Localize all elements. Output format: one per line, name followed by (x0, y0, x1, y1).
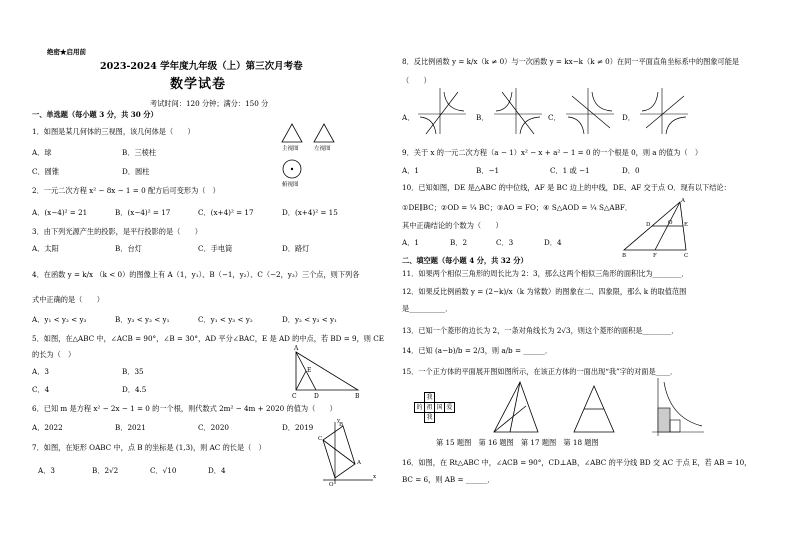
q13-stem: 13．已知一个菱形的边长为 2，一条对角线长为 2√3，则这个菱形的面积是________． (402, 326, 679, 335)
svg-text:B: B (339, 422, 344, 428)
cube-face: 的 (414, 402, 425, 413)
svg-text:D: D (646, 222, 651, 228)
q10-option-c: C．3 (496, 238, 514, 247)
q5-option-b: B．35 (122, 367, 144, 376)
q1-option-a: A．球 (32, 148, 52, 157)
q10-stem: 10．已知如图，DE 是△ABC 的中位线，AF 是 BC 边上的中线，DE、AF 交于点 O．现有以下结论： (402, 183, 731, 192)
q10-triangle-figure (622, 198, 689, 259)
q2-option-a: A．(x−4)² = 21 (32, 208, 88, 217)
q9-stem: 9．关于 x 的一元二次方程（a − 1）x² − x + a² − 1 = 0 的一个根是 0，则 a 的值为（ ） (402, 148, 703, 157)
q3-option-d: D．路灯 (282, 244, 310, 253)
svg-text:E: E (307, 367, 312, 374)
subject-title: 数学试卷 (170, 77, 227, 92)
q8-option-d: D． (622, 113, 635, 122)
svg-text:B: B (355, 393, 360, 400)
q2-option-d: D．(x+4)² = 15 (282, 208, 338, 217)
q10-conclusions: ①DE∥BC；②OD = ¼ BC；③AO = FO；④ S△AOD = ¼ S△ABF． (402, 203, 633, 212)
svg-text:y: y (337, 418, 341, 424)
q16-stem: 16．如图，在 Rt△ABC 中，∠ACB = 90°，CD⊥AB，∠ABC 的平分线 BD 交 AC 于点 E，若 AB = 10， (402, 458, 752, 467)
q7-rectangle-figure (315, 420, 375, 486)
q1-option-b: B．三棱柱 (122, 148, 157, 157)
q9-option-a: A．1 (402, 166, 419, 175)
q10-question: 其中正确结论的个数为（ ） (402, 221, 503, 230)
q9-option-d: D．0 (622, 166, 640, 175)
q6-option-d: D．2019 (282, 423, 314, 432)
exam-title: 2023-2024 学年度九年级（上）第三次月考卷 (100, 61, 303, 72)
q4-stem-cont: 式中正确的是（ ） (32, 295, 104, 304)
q10-option-b: B．2 (450, 238, 468, 247)
q7-option-d: D．4 (208, 466, 226, 475)
q18-figure (650, 378, 706, 436)
svg-text:O: O (329, 482, 334, 488)
q4-option-b: B．y₃ < y₂ < y₁ (115, 315, 170, 324)
q8-graph-b (494, 88, 544, 136)
cube-face: 我 (424, 412, 435, 423)
svg-text:E: E (684, 222, 689, 228)
q5-option-c: C．4 (32, 385, 50, 394)
q8-option-b: B． (476, 113, 489, 122)
q9-option-c: C．1 或 −1 (550, 166, 590, 175)
q4-stem: 4．在函数 y = k/x （k < 0）的图像上有 A（1，y₁）、B（−1，y₂）、C（−2，y₃）三个点，则下列各 (32, 270, 360, 279)
q10-option-a: A．1 (402, 238, 419, 247)
section-2-heading: 二、填空题（每小题 4 分，共 32 分） (402, 256, 528, 265)
q2-option-b: B．(x−4)² = 17 (115, 208, 171, 217)
svg-text:D: D (314, 393, 319, 400)
q1-left-view-label: 左视图 (314, 146, 331, 152)
q1-option-c: C．圆锥 (32, 167, 60, 176)
q8-option-a: A． (402, 113, 415, 122)
q7-stem: 7．如图，在矩形 OABC 中，点 B 的坐标是 (1,3)，则 AC 的长是（ ） (32, 443, 266, 452)
figure-captions: 第 15 题图 第 16 题图 第 17 题图 第 18 题图 (436, 438, 599, 447)
cube-face: 祖 (424, 402, 435, 413)
svg-text:C: C (684, 253, 689, 259)
q4-option-d: D．y₂ < y₃ < y₁ (282, 315, 337, 324)
q6-stem: 6．已知 m 是方程 x² − 2x − 1 = 0 的一个根，则代数式 2m² − 4m + 2020 的值为（ ） (32, 404, 337, 413)
cube-face: 国 (434, 402, 445, 413)
q15-cube-net (414, 392, 454, 426)
q8-option-c: C． (548, 113, 561, 122)
svg-text:A: A (357, 460, 361, 466)
section-1-heading: 一、单选题（每小题 3 分，共 30 分） (32, 110, 158, 119)
svg-text:F: F (653, 253, 657, 259)
q3-option-b: B．台灯 (115, 244, 142, 253)
q7-option-c: C．√10 (150, 466, 177, 475)
q5-option-d: D．4.5 (122, 385, 147, 394)
svg-text:B: B (622, 253, 627, 259)
q8-graph-d (640, 88, 690, 136)
q17-figure (572, 384, 616, 436)
q12-stem-cont: 是__________． (402, 304, 453, 313)
svg-text:C: C (292, 393, 297, 400)
q6-option-b: B．2021 (115, 423, 146, 432)
exam-info: 考试时间：120 分钟；满分：150 分 (150, 99, 269, 108)
q4-option-a: A．y₁ < y₂ < y₃ (32, 315, 87, 324)
secret-label: 绝密★启用前 (47, 48, 86, 56)
svg-text:C: C (318, 436, 323, 442)
q3-option-a: A．太阳 (32, 244, 59, 253)
q8-graph-a (418, 88, 468, 136)
q3-option-c: C．手电筒 (198, 244, 233, 253)
q14-stem: 14．已知 (a−b)/b = 2/3，则 a/b = ______． (402, 346, 553, 355)
q1-option-d: D．圆柱 (122, 167, 150, 176)
q6-option-a: A．2022 (32, 423, 63, 432)
cube-face: 我 (424, 392, 435, 403)
q8-stem-cont: （ ） (402, 76, 431, 85)
svg-text:A: A (294, 345, 299, 352)
q15-stem: 15．一个正方体的平面展开图如图所示，在该正方体的一面出现“我”字的对面是____． (402, 367, 678, 376)
svg-text:x: x (373, 474, 377, 480)
q7-option-b: B．2√2 (92, 466, 119, 475)
svg-text:A: A (681, 198, 685, 204)
q1-front-view-label: 主视图 (282, 146, 299, 152)
q6-option-c: C．2020 (198, 423, 229, 432)
q5-stem: 5．如图，在△ABC 中，∠ACB = 90°，∠B = 30°，AD 平分∠BAC，E 是 AD 的中点，若 BD = 9，则 CE (32, 334, 385, 343)
q11-stem: 11．如果两个相似三角形的周长比为 2：3，那么这两个相似三角形的面积比为________． (402, 269, 689, 278)
q2-option-c: C．(x+4)² = 17 (198, 208, 254, 217)
q5-option-a: A．3 (32, 367, 49, 376)
q2-stem: 2．一元二次方程 x² − 8x − 1 = 0 配方后可变形为（ ） (32, 186, 220, 195)
q8-stem: 8．反比例函数 y = k/x（k ≠ 0）与一次函数 y = kx−k（k ≠ 0）在同一平面直角坐标系中的图象可能是 (402, 57, 740, 66)
q8-graph-c (566, 88, 616, 136)
q10-option-d: D．4 (544, 238, 562, 247)
q9-option-b: B．−1 (476, 166, 500, 175)
cube-face: 爱 (444, 402, 455, 413)
q5-triangle-figure (292, 345, 362, 400)
q3-stem: 3．由下列光源产生的投影，是平行投影的是（ ） (32, 227, 202, 236)
q1-top-view-label: 俯视图 (282, 182, 299, 188)
q16-figure (492, 380, 542, 436)
q12-stem: 12．如果反比例函数 y = (2−k)/x（k 为常数）的图象在二、四象限，那么 k 的取值范围 (402, 287, 687, 296)
q5-stem-cont: 的长为（ ） (32, 350, 76, 359)
q4-option-c: C．y₁ < y₃ < y₂ (198, 315, 253, 324)
q7-option-a: A．3 (38, 466, 55, 475)
svg-text:O: O (668, 220, 673, 226)
q16-stem-cont: BC = 6，则 AB = ______． (402, 475, 495, 484)
q1-stem: 1．如图是某几何体的三视图，该几何体是（ ） (32, 127, 195, 136)
